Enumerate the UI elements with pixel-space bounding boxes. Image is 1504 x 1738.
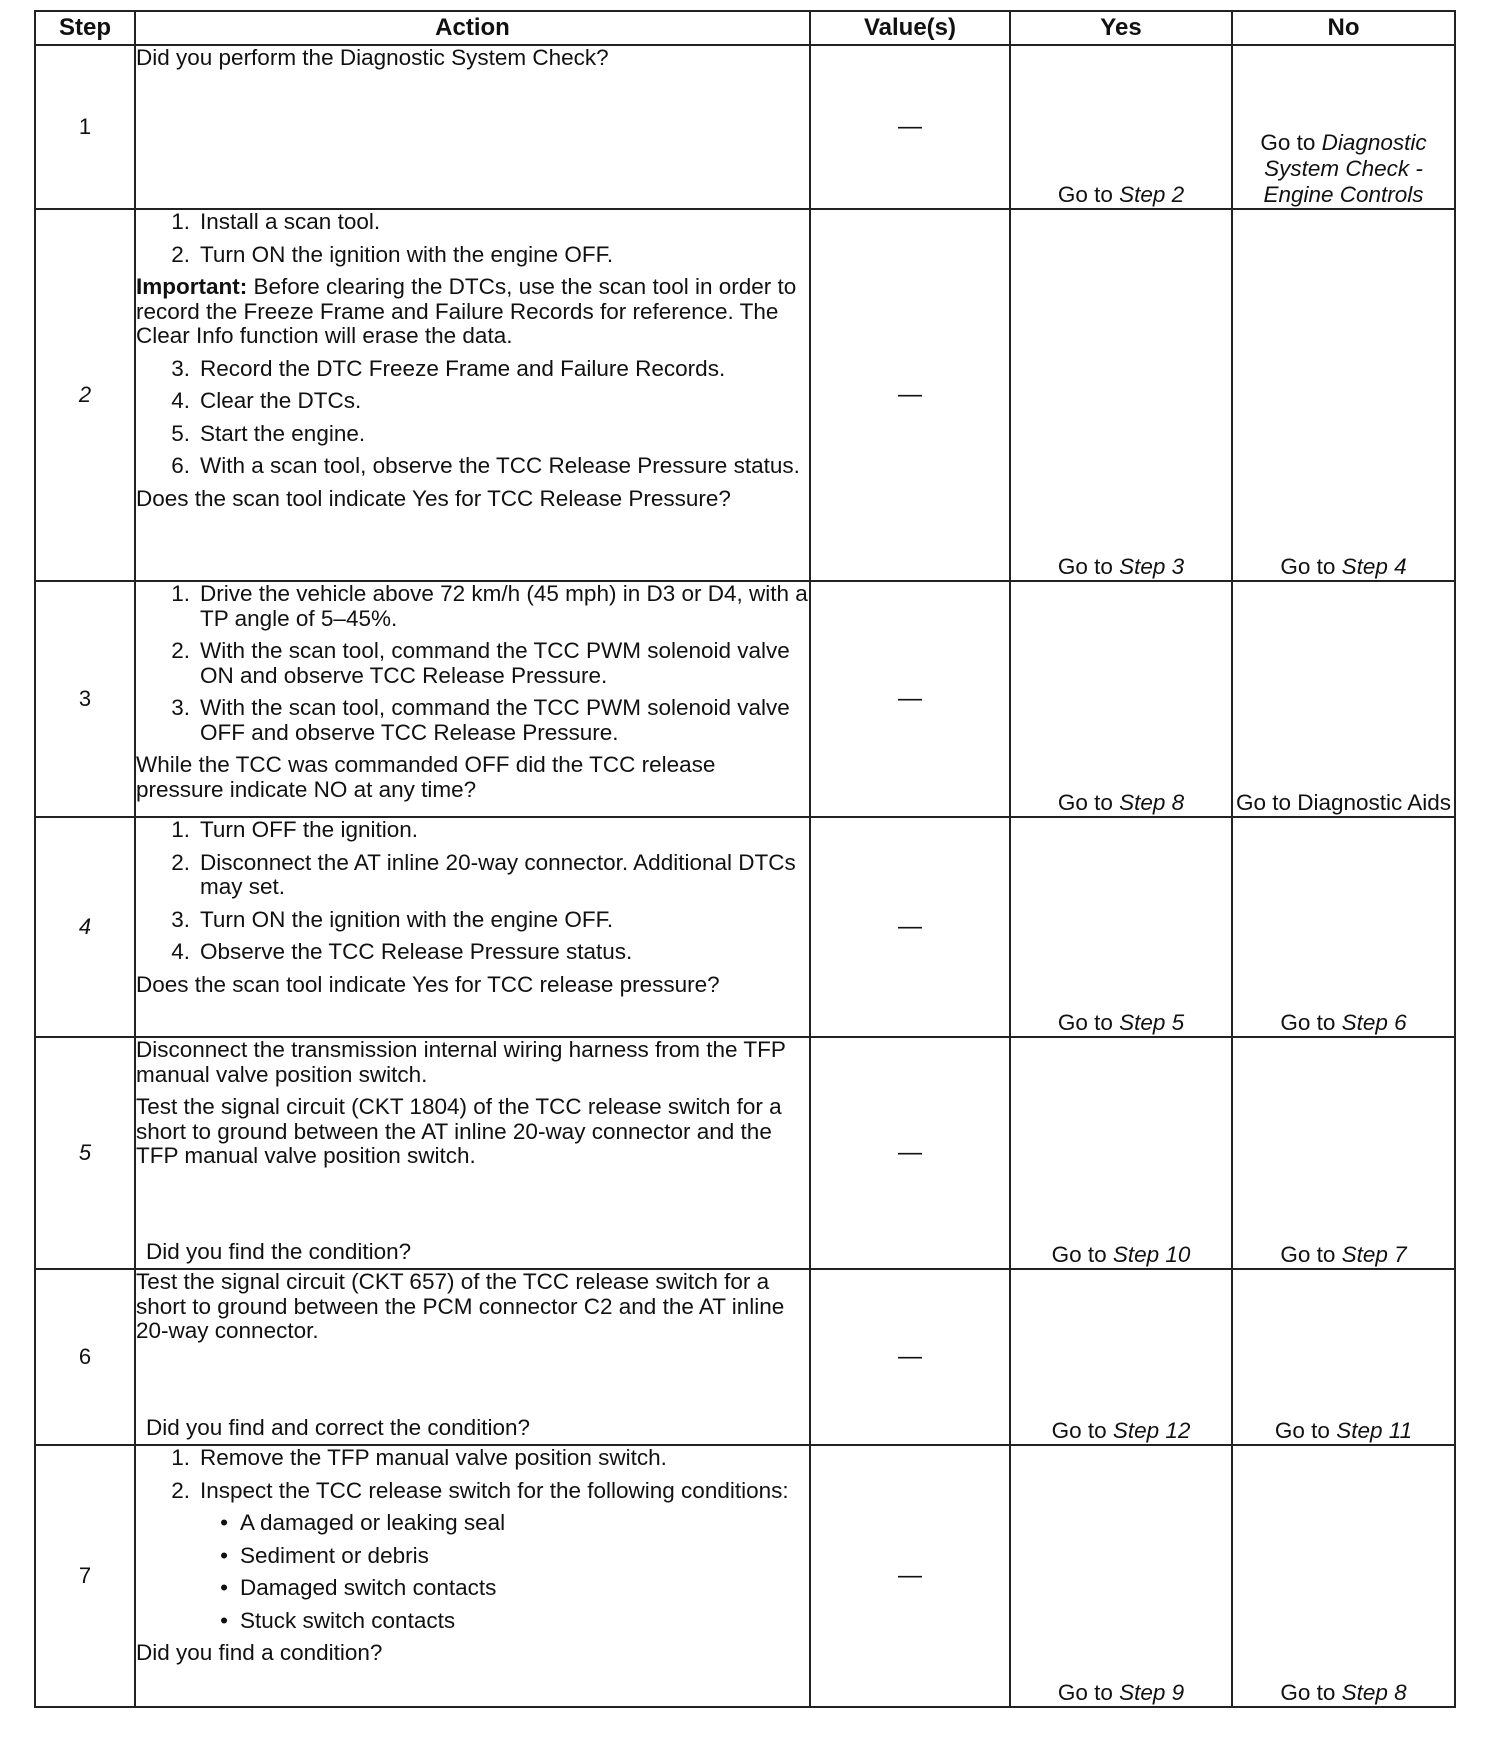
step-number: 4 [35, 817, 135, 1037]
action-question: Did you find a condition? [136, 1640, 383, 1666]
table-row [35, 209, 1455, 581]
goto-prefix: Go to [1057, 790, 1120, 816]
no-cell [1232, 817, 1455, 1037]
goto-prefix: Go to [1057, 1680, 1120, 1706]
list-item: 1. Remove the TFP manual valve position switch. [171, 1445, 667, 1470]
list-item: 1. Install a scan tool. [171, 209, 381, 234]
list-item: 1. Turn OFF the ignition. [171, 817, 419, 842]
step-number: 6 [35, 1269, 135, 1445]
yes-cell [1010, 1269, 1232, 1445]
list-item: 2. With the scan tool, command the TCC PWM solenoid valve ON and observe TCC Release Pressure. [171, 638, 790, 688]
bullet-item: • A damaged or leaking seal [220, 1510, 506, 1536]
action-list [136, 582, 809, 745]
no-goto-link[interactable]: Go to Diagnostic Aids [1235, 790, 1452, 816]
yes-cell [1010, 1445, 1232, 1707]
value-cell: — [810, 45, 1010, 209]
important-label: Important: [136, 274, 248, 300]
yes-goto-link[interactable] [1058, 554, 1184, 579]
goto-target: Step 6 [1341, 1010, 1407, 1036]
goto-prefix: Go to [1051, 1418, 1113, 1444]
goto-prefix: Go to [1057, 182, 1120, 208]
yes-cell [1010, 817, 1232, 1037]
action-question: While the TCC was commanded OFF did the TCC release pressure indicate NO at any time? [136, 752, 716, 802]
goto-prefix: Go to [1274, 1418, 1337, 1444]
yes-cell [1010, 45, 1232, 209]
no-cell [1232, 581, 1455, 817]
yes-goto-link[interactable] [1058, 1010, 1184, 1035]
goto-target: Step 5 [1119, 1010, 1185, 1036]
yes-cell [1010, 581, 1232, 817]
table-row [35, 1037, 1455, 1269]
table-row [35, 581, 1455, 817]
bullet-item: • Damaged switch contacts [220, 1575, 497, 1601]
step-number: 1 [35, 45, 135, 209]
table-row [35, 45, 1455, 209]
list-item: 4. Observe the TCC Release Pressure status. [171, 939, 633, 965]
goto-target: Step 4 [1341, 554, 1407, 580]
goto-target: Step 8 [1119, 790, 1185, 816]
table-row [35, 1445, 1455, 1707]
header-values: Value(s) [810, 11, 1010, 45]
goto-target: Step 11 [1336, 1418, 1413, 1444]
goto-prefix: Go to [1280, 1680, 1342, 1706]
goto-target: Step 8 [1341, 1680, 1407, 1706]
step-number: 3 [35, 581, 135, 817]
important-text: Before clearing the DTCs, use the scan tool in order to record the Freeze Frame and Failure Records for reference. The Clear Info function will erase the data. [136, 274, 797, 349]
yes-goto-link[interactable] [1058, 790, 1184, 815]
no-cell [1232, 1445, 1455, 1707]
yes-cell [1010, 1037, 1232, 1269]
list-item: 2. Turn ON the ignition with the engine OFF. [171, 241, 614, 267]
no-goto-link[interactable] [1280, 1680, 1406, 1705]
list-item: 2. Disconnect the AT inline 20-way connector. Additional DTCs may set. [171, 849, 796, 900]
value-cell: — [810, 1037, 1010, 1269]
action-cell [135, 1269, 810, 1445]
table-row [35, 817, 1455, 1037]
value-cell: — [810, 1445, 1010, 1707]
list-item: 4. Clear the DTCs. [171, 388, 362, 414]
no-goto-link[interactable] [1280, 554, 1406, 579]
goto-prefix: Go to [1280, 554, 1342, 580]
table-row [35, 1269, 1455, 1445]
action-cell [135, 817, 810, 1037]
goto-prefix: Go to [1260, 130, 1322, 156]
goto-target: Diagnostic System Check - Engine Controls [1263, 130, 1427, 208]
value-cell: — [810, 817, 1010, 1037]
list-item: 3. Turn ON the ignition with the engine OFF. [171, 906, 614, 932]
yes-goto-link[interactable] [1058, 182, 1184, 207]
value-cell: — [810, 209, 1010, 581]
goto-prefix: Go to [1057, 1010, 1120, 1036]
step-number: 2 [35, 209, 135, 581]
action-cell [135, 1445, 810, 1707]
action-question: Did you find and correct the condition? [146, 1415, 530, 1441]
list-item: 6. With a scan tool, observe the TCC Release Pressure status. [171, 453, 800, 479]
bullet-item: • Stuck switch contacts [220, 1607, 456, 1633]
important-note [136, 275, 809, 349]
goto-target: Step 7 [1341, 1242, 1407, 1268]
goto-prefix: Go to [1280, 1010, 1342, 1036]
action-paragraph: Test the signal circuit (CKT 657) of the TCC release switch for a short to ground between the PCM connector C2 and the AT inline 20-way connector. [136, 1269, 785, 1344]
header-no: No [1232, 11, 1455, 45]
no-goto-link[interactable] [1280, 1242, 1406, 1267]
goto-prefix: Go to [1057, 554, 1120, 580]
goto-prefix: Go to [1051, 1242, 1113, 1268]
list-item: 3. Record the DTC Freeze Frame and Failure Records. [171, 355, 726, 381]
list-item: 3. With the scan tool, command the TCC PWM solenoid valve OFF and observe TCC Release Pressure. [171, 695, 790, 745]
value-cell: — [810, 581, 1010, 817]
action-paragraph: Test the signal circuit (CKT 1804) of the TCC release switch for a short to ground between the AT inline 20-way connector and the TFP manual valve position switch. [136, 1094, 782, 1169]
goto-target: Step 10 [1112, 1242, 1191, 1268]
goto-target: Step 9 [1119, 1680, 1185, 1706]
action-list [136, 1446, 809, 1503]
header-action: Action [135, 11, 810, 45]
no-goto-link[interactable] [1275, 1418, 1412, 1443]
goto-target: Step 3 [1119, 554, 1185, 580]
goto-target: Step 2 [1119, 182, 1185, 208]
no-cell [1232, 1037, 1455, 1269]
action-cell [135, 581, 810, 817]
no-cell [1232, 1269, 1455, 1445]
value-cell: — [810, 1269, 1010, 1445]
goto-prefix: Go to [1280, 1242, 1342, 1268]
action-list [136, 818, 809, 965]
no-cell [1232, 45, 1455, 209]
bullet-item: • Sediment or debris [220, 1542, 429, 1568]
bullet-list [136, 1511, 809, 1633]
list-item: 1. Drive the vehicle above 72 km/h (45 mph) in D3 or D4, with a TP angle of 5–45%. [171, 581, 808, 631]
action-cell [135, 209, 810, 581]
action-question: Does the scan tool indicate Yes for TCC Release Pressure? [136, 485, 731, 511]
no-goto-link[interactable] [1260, 130, 1426, 207]
step-number: 7 [35, 1445, 135, 1707]
action-cell [135, 45, 810, 209]
action-question: Did you find the condition? [146, 1239, 412, 1265]
action-list [136, 357, 809, 479]
no-cell [1232, 209, 1455, 581]
goto-target: Step 12 [1112, 1418, 1191, 1444]
list-item: 5. Start the engine. [171, 420, 366, 446]
action-paragraph: Disconnect the transmission internal wiring harness from the TFP manual valve position switch. [136, 1037, 786, 1087]
header-yes: Yes [1010, 11, 1232, 45]
yes-goto-link[interactable] [1052, 1242, 1191, 1267]
header-step: Step [35, 11, 135, 45]
action-question: Did you perform the Diagnostic System Check? [136, 45, 609, 70]
yes-goto-link[interactable] [1058, 1680, 1184, 1705]
action-list [136, 210, 809, 267]
header-row [35, 11, 1455, 45]
action-cell [135, 1037, 810, 1269]
yes-cell [1010, 209, 1232, 581]
yes-goto-link[interactable] [1052, 1418, 1191, 1443]
diagnostic-table [34, 10, 1456, 1708]
step-number: 5 [35, 1037, 135, 1269]
no-goto-link[interactable] [1280, 1010, 1406, 1035]
action-question: Does the scan tool indicate Yes for TCC release pressure? [136, 971, 720, 997]
list-item: 2. Inspect the TCC release switch for the following conditions: [171, 1477, 789, 1503]
